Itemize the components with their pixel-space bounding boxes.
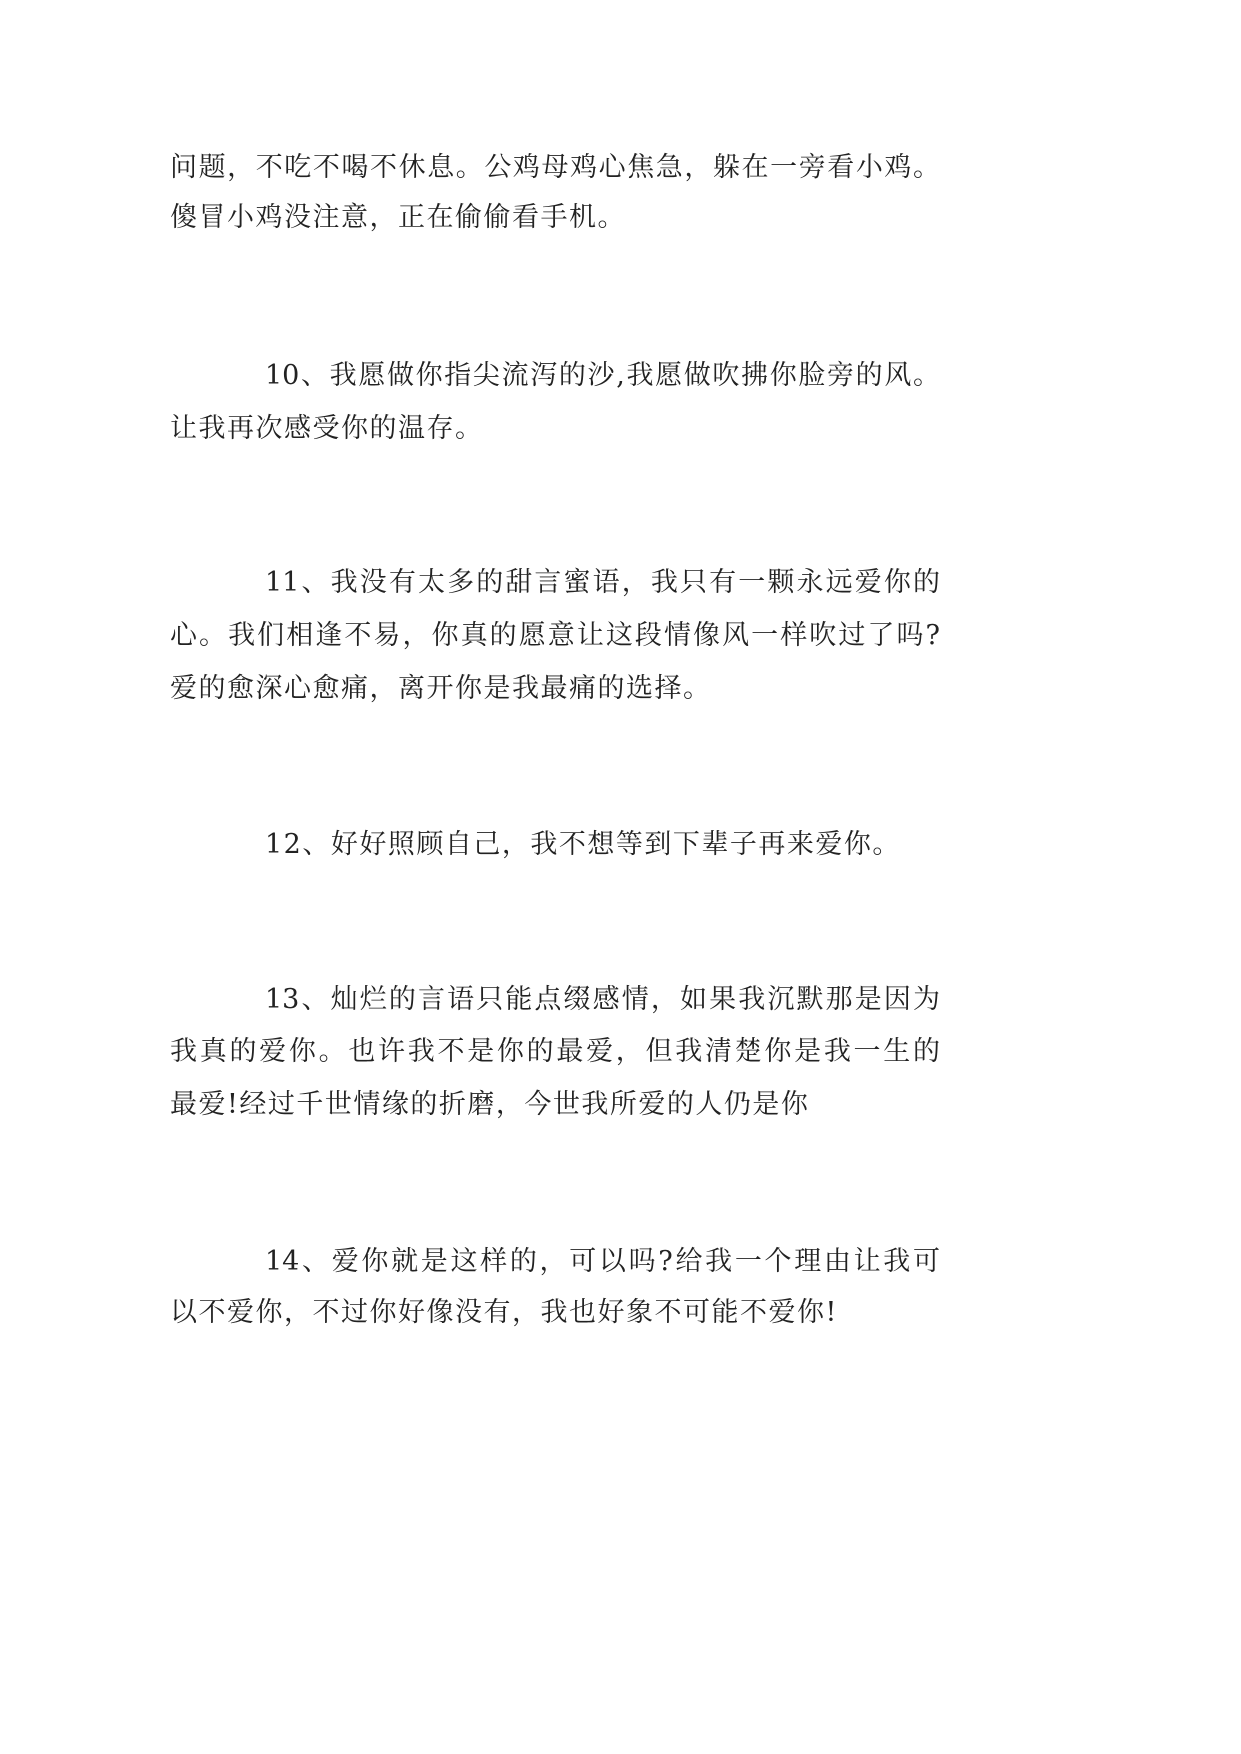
text-line: 14、爱你就是这样的，可以吗?给我一个理由让我可 [265,1246,940,1277]
text-line: 以不爱你，不过你好像没有，我也好象不可能不爱你! [170,1297,838,1328]
text-line: 心。我们相逢不易，你真的愿意让这段情像风一样吹过了吗? [170,620,940,651]
text-line: 最爱!经过千世情缘的折磨，今世我所爱的人仍是你 [170,1089,810,1120]
text-line: 11、我没有太多的甜言蜜语，我只有一颗永远爱你的 [265,567,940,598]
text-line: 爱的愈深心愈痛，离开你是我最痛的选择。 [170,673,712,704]
text-line: 10、我愿做你指尖流泻的沙,我愿做吹拂你脸旁的风。 [265,360,940,391]
text-line: 我真的爱你。也许我不是你的最爱，但我清楚你是我一生的 [170,1036,940,1067]
text-line: 让我再次感受你的温存。 [170,413,484,444]
text-line: 傻冒小鸡没注意，正在偷偷看手机。 [170,202,626,233]
text-line: 13、灿烂的言语只能点缀感情，如果我沉默那是因为 [265,984,940,1015]
text-line: 12、好好照顾自己，我不想等到下辈子再来爱你。 [265,829,901,860]
text-line: 问题，不吃不喝不休息。公鸡母鸡心焦急，躲在一旁看小鸡。 [170,152,940,183]
